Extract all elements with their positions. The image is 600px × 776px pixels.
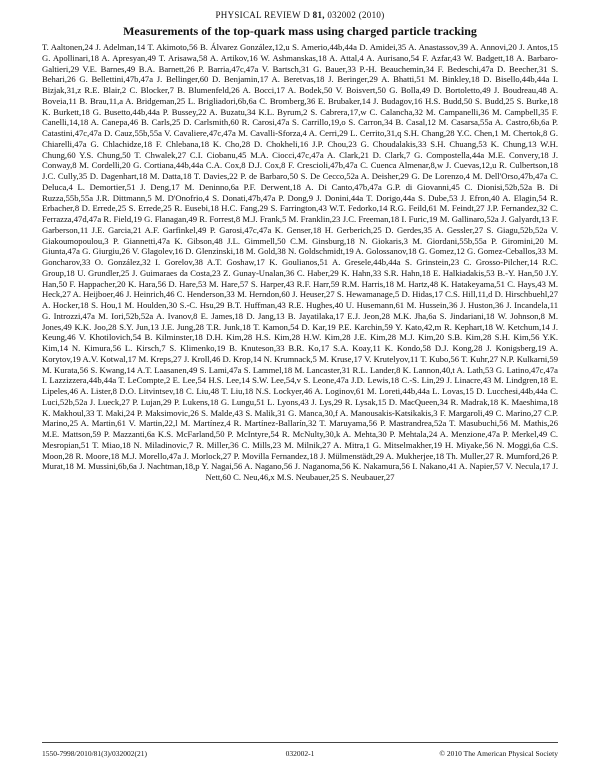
author-list: T. Aaltonen,24 J. Adelman,14 T. Akimoto,56 B. Álvarez González,12,u S. Amerio,44b,44a D. Amidei,35 A. Anastassov,39 A. Annovi,20 J. Antos,15 G. Apollinari,18 A. Apresyan,49 T. Arisawa,58 A. Artikov,16 W. Ashmanskas,18 A. Attal,4 A. Aurisano,54 F. Azfar,43 W. Badgett,18 A. Barbaro-Galtieri,29 V.E. Barnes,49 B.A. Barnett,26 P. Barria,47c,47a V. Bartsch,31 G. Bauer,33 P.-H. Beauchemin,34 F. Bedeschi,47a D. Beecher,31 S. Behari,26 G. Bellettini,47b,47a J. Bellinger,60 D. Benjamin,17 A. Beretvas,18 J. Beringer,29 A. Bhatti,51 M. Binkley,18 D. Bisello,44b,44a I. Bizjak,31,z R.E. Blair,2 C. Blocker,7 B. Blumenfeld,26 A. Bocci,17 A. Bodek,50 V. Boisvert,50 G. Bolla,49 D. Bortoletto,49 J. Boudreau,48 A. Boveia,11 B. Brau,11,a A. Bridgeman,25 L. Brigliadori,6b,6a C. Bromberg,36 E. Brubaker,14 J. Budagov,16 H.S. Budd,50 S. Budd,25 S. Burke,18 K. Burkett,18 G. Busetto,44b,44a P. Bussey,22 A. Buzatu,34 K.L. Byrum,2 S. Cabrera,17,w C. Calancha,32 M. Campanelli,36 M. Campbell,35 F. Canelli,14,18 A. Canepa,46 B. Carls,25 D. Carlsmith,60 R. Carosi,47a S. Carrillo,19,o S. Carron,34 B. Casal,12 M. Casarsa,55a A. Castro,6b,6a P. Catastini,47c,47a D. Cauz,55b,55a V. Cavaliere,47c,47a M. Cavalli-Sforza,4 A. Cerri,29 L. Cerrito,31,q S.H. Chang,28 Y.C. Chen,1 M. Chertok,8 G. Chiarelli,47a G. Chlachidze,18 F. Chlebana,18 K. Cho,28 D. Chokheli,16 J.P. Chou,23 G. Choudalakis,33 S.H. Chuang,53 K. Chung,13 W.H. Chung,60 Y.S. Chung,50 T. Chwalek,27 C.I. Ciobanu,45 M.A. Ciocci,47c,47a A. Clark,21 D. Clark,7 G. Compostella,44a M.E. Convery,18 J. Conway,8 M. Cordelli,20 G. Cortiana,44b,44a C.A. Cox,8 D.J. Cox,8 F. Crescioli,47b,47a C. Cuenca Almenar,8,w J. Cuevas,12,u R. Culbertson,18 J.C. Cully,35 D. Dagenhart,18 M. Datta,18 T. Davies,22 P. de Barbaro,50 S. De Cecco,52a A. Deisher,29 G. De Lorenzo,4 M. Dell'Orso,47b,47a C. Deluca,4 L. Demortier,51 J. Deng,17 M. Deninno,6a P.F. Derwent,18 A. Di Canto,47b,47a G.P. di Giovanni,45 C. Dionisi,52b,52a B. Di Ruzza,55b,55a J.R. Dittmann,5 M. D'Onofrio,4 S. Donati,47b,47a P. Dong,9 J. Donini,44a T. Dorigo,44a S. Dube,53 J. Efron,40 A. Elagin,54 R. Erbacher,8 D. Errede,25 S. Errede,25 R. Eusebi,18 H.C. Fang,29 S. Farrington,43 W.T. Fedorko,14 R.G. Feild,61 M. Feindt,27 J.P. Fernandez,32 C. Ferrazza,47d,47a R. Field,19 G. Flanagan,49 R. Forrest,8 M.J. Frank,5 M. Franklin,23 J.C. Freeman,18 I. Furic,19 M. Gallinaro,52a J. Galyardt,13 F. Garberson,11 J.E. Garcia,21 A.F. Garfinkel,49 P. Garosi,47c,47a K. Genser,18 H. Gerberich,25 D. Gerdes,35 A. Gessler,27 S. Giagu,52b,52a V. Giakoumopoulou,3 P. Giannetti,47a K. Gibson,48 J.L. Gimmell,50 C.M. Ginsburg,18 N. Giokaris,3 M. Giordani,55b,55a P. Giromini,20 M. Giunta,47a G. Giurgiu,26 V. Glagolev,16 D. Glenzinski,18 M. Gold,38 N. Goldschmidt,19 A. Golossanov,18 G. Gomez,12 G. Gomez-Ceballos,33 M. Goncharov,33 O. González,32 I. Gorelov,38 A.T. Goshaw,17 K. Goulianos,51 A. Gresele,44b,44a S. Grinstein,23 C. Grosso-Pilcher,14 R.C. Group,18 U. Grundler,25 J. Guimaraes da Costa,23 Z. Gunay-Unalan,36 C. Haber,29 K. Hahn,33 S.R. Hahn,18 E. Halkiadakis,53 B.-Y. Han,50 J.Y. Han,50 F. Happacher,20 K. Hara,56 D. Hare,53 M. Hare,57 S. Harper,43 R.F. Harr,59 R.M. Harris,18 M. Hartz,48 K. Hatakeyama,51 C. Hays,43 M. Heck,27 A. Heijboer,46 J. Heinrich,46 C. Henderson,33 M. Herndon,60 J. Heuser,27 S. Hewamanage,5 D. Hidas,17 C.S. Hill,11,d D. Hirschbuehl,27 A. Hocker,18 S. Hou,1 M. Houlden,30 S.-C. Hsu,29 B.T. Huffman,43 R.E. Hughes,40 U. Husemann,61 M. Hussein,36 J. Huston,36 J. Incandela,11 G. Introzzi,47a M. Iori,52b,52a A. Ivanov,8 E. James,18 D. Jang,13 B. Jayatilaka,17 E.J. Jeon,28 M.K. Jha,6a S. Jindariani,18 W. Johnson,8 M. Jones,49 K.K. Joo,28 S.Y. Jun,13 J.E. Jung,28 T.R. Junk,18 T. Kamon,54 D. Kar,19 P.E. Karchin,59 Y. Kato,42,m R. Kephart,18 W. Ketchum,14 J. Keung,46 V. Khotilovich,54 B. Kilminster,18 D.H. Kim,28 H.S. Kim,28 H.W. Kim,28 J.E. Kim,28 M.J. Kim,20 S.B. Kim,28 S.H. Kim,56 Y.K. Kim,14 N. Kimura,56 L. Kirsch,7 S. Klimenko,19 B. Knuteson,33 B.R. Ko,17 S.A. Koay,11 K. Kondo,58 D.J. Kong,28 J. Konigsberg,19 A. Korytov,19 A.V. Kotwal,17 M. Kreps,27 J. Kroll,46 D. Krop,14 N. Krumnack,5 M. Kruse,17 V. Krutelyov,11 T. Kubo,56 T. Kuhr,27 N.P. Kulkarni,59 M. Kurata,56 S. Kwang,14 A.T. Laasanen,49 S. Lami,47a S. Lammel,18 M. Lancaster,31 R.L. Lander,8 K. Lannon,40,t A. Lath,53 G. Latino,47c,47a I. Lazzizzera,44b,44a T. LeCompte,2 E. Lee,54 H.S. Lee,14 S.W. Lee,54,v S. Leone,47a J.D. Lewis,18 C.-S. Lin,29 J. Linacre,43 M. Lindgren,18 E. Lipeles,46 A. Lister,8 D.O. Litvintsev,18 C. Liu,48 T. Liu,18 N.S. Lockyer,46 A. Loginov,61 M. Loreti,44b,44a L. Lovas,15 D. Lucchesi,44b,44a C. Luci,52b,52a J. Lueck,27 P. Lujan,29 P. Lukens,18 G. Lungu,51 L. Lyons,43 J. Lys,29 R. Lysak,15 D. MacQueen,34 R. Madrak,18 K. Maeshima,18 K. Makhoul,33 T. Maki,24 P. Maksimovic,26 S. Malde,43 S. Malik,31 G. Manca,30,f A. Manousakis-Katsikakis,3 F. Margaroli,49 C. Marino,27 C.P. Marino,25 A. Martin,61 V. Martin,22,l M. Martínez,4 R. Martínez-Ballarín,32 T. Maruyama,56 P. Mastrandrea,52a T. Masubuchi,56 M. Mathis,26 M.E. Mattson,59 P. Mazzanti,6a K.S. McFarland,50 P. McIntyre,54 R. McNulty,30,k A. Mehta,30 P. Mehtala,24 A. Menzione,47a P. Merkel,49 C. Mesropian,51 T. Miao,18 N. Miladinovic,7 R. Miller,36 C. Mills,23 M. Milnik,27 A. Mitra,1 G. Mitselmakher,19 H. Miyake,56 N. Moggi,6a C.S. Moon,28 R. Moore,18 M.J. Morello,47a J. Morlock,27 P. Movilla Fernandez,18 J. Mülmenstädt,29 A. Mukherjee,18 Th. Muller,27 R. Mumford,26 P. Murat,18 M. Mussini,6b,6a J. Nachtman,18,p Y. Nagai,56 A. Nagano,56 J. Naganoma,56 K. Nakamura,56 I. Nakano,41 A. Napier,57 V. Necula,17 J. Nett,60 C. Neu,46,x M.S. Neubauer,25 S. Neubauer,27 (42, 42, 558, 482)
running-head (0, 10, 600, 20)
journal-name: PHYSICAL REVIEW D (215, 10, 311, 20)
footer-issn: 1550-7998/2010/81(3)/032002(21) (42, 749, 147, 758)
article-number: 032002 (2010) (327, 10, 385, 20)
page-footer (42, 749, 558, 761)
footer-copyright: © 2010 The American Physical Society (439, 749, 558, 758)
journal-volume: 81, (312, 10, 325, 20)
footer-rule (42, 742, 558, 743)
paper-title: Measurements of the top-quark mass using charged particle tracking (123, 24, 477, 38)
footer-page-number: 032002-1 (285, 749, 315, 758)
